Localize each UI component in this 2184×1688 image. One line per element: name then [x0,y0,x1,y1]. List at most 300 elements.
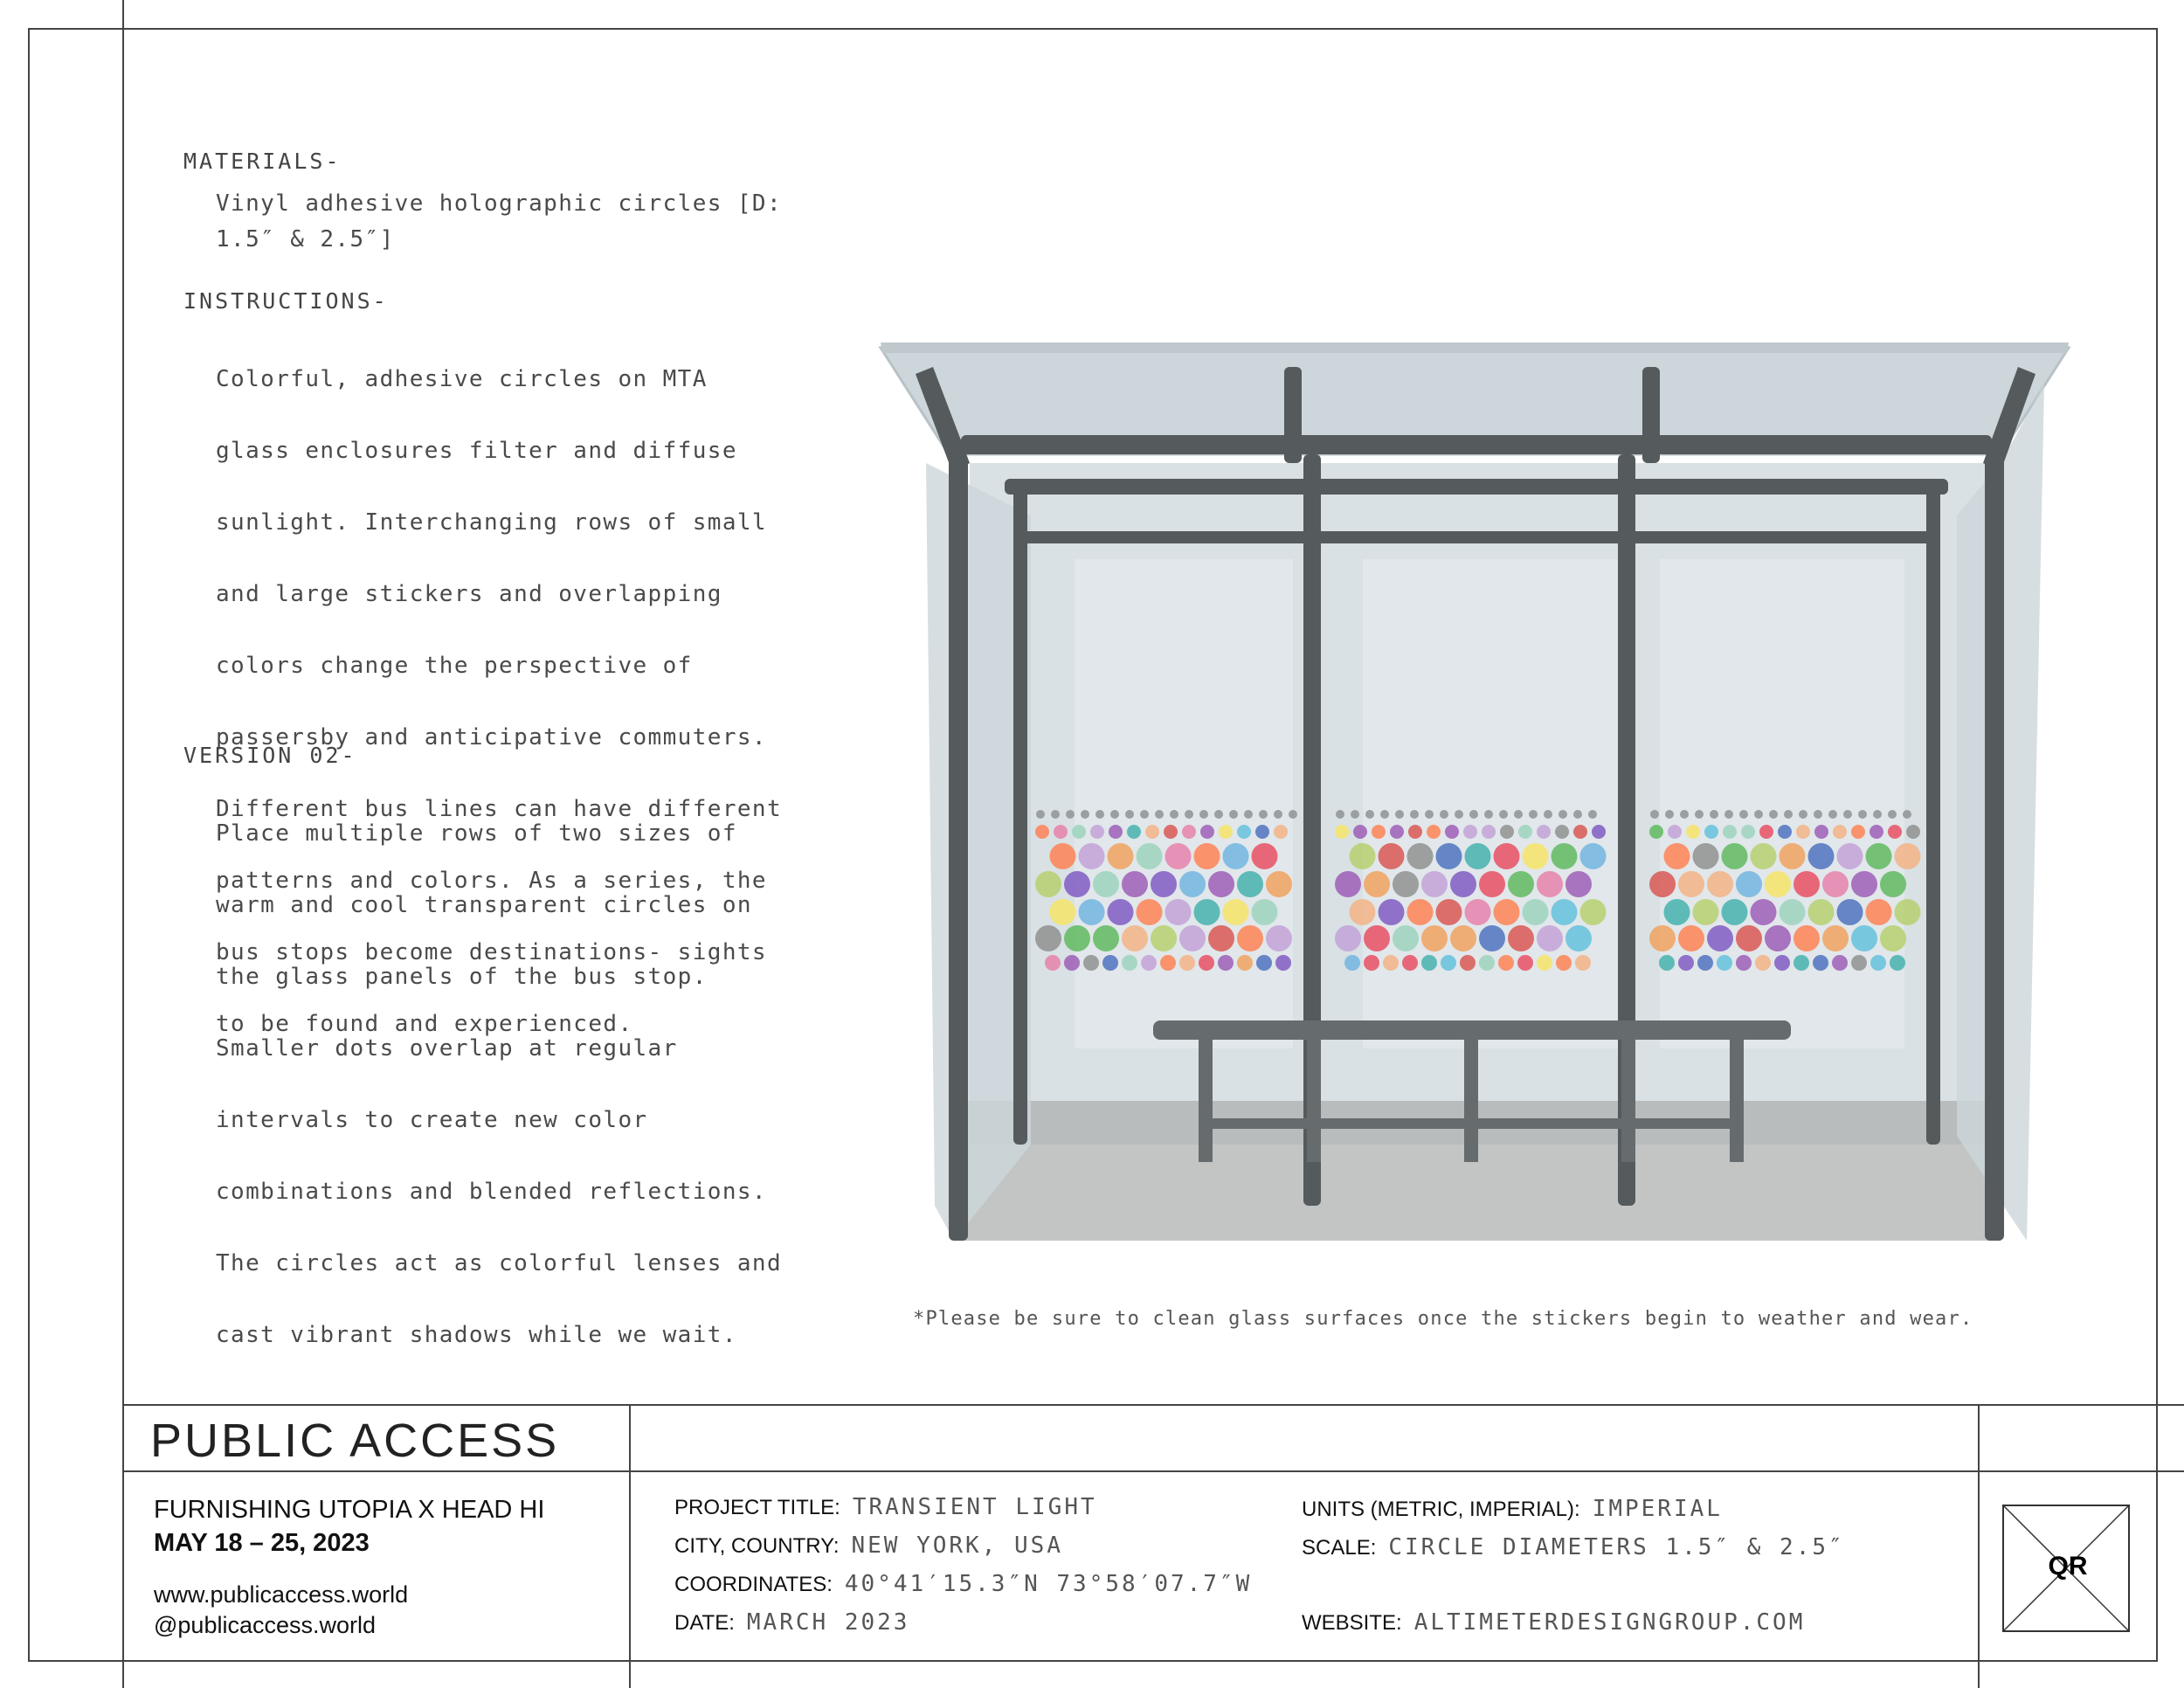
sticker-circle [1537,955,1552,971]
sticker-circle [1072,825,1086,839]
sticker-circle [1335,925,1361,951]
sticker-circle [1151,871,1177,897]
sticker-circle [1837,899,1863,925]
bench-leg [1199,1040,1213,1162]
dot-strip-circle [1365,810,1374,819]
city-value: NEW YORK, USA [851,1532,1063,1559]
sticker-circle [1498,955,1514,971]
units-label: UNITS (METRIC, IMPERIAL): [1302,1498,1580,1521]
sticker-circle [1678,871,1704,897]
sticker-circle [1208,871,1234,897]
sticker-circle [1736,871,1762,897]
dot-strip-circle [1903,810,1911,819]
dot-strip-circle [1244,810,1253,819]
sticker-circle [1722,843,1748,869]
sticker-circle [1508,925,1534,951]
sticker-circle [1465,899,1491,925]
bench-leg [1464,1040,1478,1162]
frame-top-bar [961,435,1992,454]
sticker-circle [1659,955,1675,971]
sticker-circle [1870,955,1886,971]
sticker-circle [1165,899,1192,925]
sticker-circle [1686,825,1700,839]
sticker-circle [1237,825,1251,839]
sticker-circle [1751,843,1777,869]
dot-strip-circle [1514,810,1523,819]
dot-strip-circle [1259,810,1268,819]
dot-strip-circle [1724,810,1733,819]
sticker-circle [1364,955,1379,971]
instructions-line: glass enclosures filter and diffuse [216,438,737,464]
sticker-circle [1122,871,1148,897]
sticker-circle [1237,925,1263,951]
sticker-circle [1822,871,1849,897]
sticker-circle [1866,899,1892,925]
sticker-circle [1252,843,1278,869]
date-field [674,1609,909,1636]
sticker-circle [1219,825,1233,839]
sticker-circle [1035,825,1049,839]
glass-highlight [1075,559,1293,1048]
dot-strip-circle [1559,810,1567,819]
sticker-circle [1064,955,1080,971]
sticker-circle [1122,925,1148,951]
materials-heading: MATERIALS- [183,149,342,174]
dot-strip-circle [1650,810,1659,819]
instructions-line: patterns and colors. As a series, the [216,868,767,894]
sticker-circle [1274,825,1288,839]
sticker-circle [1064,871,1090,897]
sticker-circle [1780,843,1806,869]
sticker-circle [1164,825,1178,839]
qr-label: QR [2048,1552,2088,1581]
sticker-circle [1421,925,1448,951]
coordinates-value: 40°41′15.3″N 73°58′07.7″W [844,1571,1253,1597]
scale-label: SCALE: [1302,1536,1377,1560]
sticker-circle [1796,825,1810,839]
sticker-circle [1109,825,1123,839]
sticker-circle [1649,925,1676,951]
sticker-circle [1194,899,1220,925]
sticker-circle [1465,843,1491,869]
sticker-circle [1837,843,1863,869]
dot-strip-circle [1214,810,1223,819]
instructions-line: and large stickers and overlapping [216,581,722,607]
sticker-circle [1664,843,1690,869]
sticker-circle [1393,925,1419,951]
sticker-circle [1064,925,1090,951]
dot-strip-circle [1469,810,1478,819]
dot-strip-circle [1665,810,1674,819]
sticker-circle [1344,955,1360,971]
version-section [183,743,847,1389]
sticker-circle [1822,925,1849,951]
materials-body: Vinyl adhesive holographic circles [D: 1.5″ & 2.5″] [216,190,783,253]
sticker-circle [1350,843,1376,869]
sticker-circle [1552,843,1578,869]
sticker-circle [1851,825,1865,839]
sticker-circle [1880,925,1906,951]
sticker-circle [1421,871,1448,897]
scale-field [1302,1534,1845,1560]
qr-code-placeholder[interactable] [2002,1505,2130,1632]
sticker-circle [1649,825,1663,839]
sticker-circle [1697,955,1713,971]
dot-strip-circle [1739,810,1748,819]
dot-strip-circle [1095,810,1104,819]
instructions-line: Colorful, adhesive circles on MTA [216,366,708,392]
sticker-circle [1552,899,1578,925]
sticker-circle [1895,899,1921,925]
date-value: MARCH 2023 [746,1609,910,1636]
sticker-circle [1436,843,1462,869]
sticker-circle [1668,825,1682,839]
glass-highlight [1363,559,1625,1048]
roof-bracket [1284,367,1302,463]
sticker-circle [1580,899,1607,925]
dot-strip-circle [1484,810,1493,819]
dot-strip-circle [1336,810,1344,819]
sticker-circle [1518,825,1532,839]
sticker-circle [1427,825,1441,839]
instructions-line: colors change the perspective of [216,653,693,679]
sticker-circle [1127,825,1141,839]
sticker-circle [1537,925,1563,951]
sticker-circle [1906,825,1920,839]
version-line: intervals to create new color [216,1107,648,1133]
sticker-circle [1523,899,1549,925]
coordinates-label: COORDINATES: [674,1573,833,1596]
version-heading: VERSION 02- [183,743,357,768]
sticker-circle [1237,955,1253,971]
units-field [1302,1496,1723,1522]
version-line: The circles act as colorful lenses and [216,1250,783,1276]
sticker-circle [1165,843,1192,869]
glass-highlight [1660,559,1904,1048]
sticker-circle [1194,843,1220,869]
dot-strip-circle [1229,810,1238,819]
sticker-circle [1137,899,1163,925]
sticker-circle [1054,825,1068,839]
sticker-circle [1364,871,1390,897]
sticker-circle [1200,825,1214,839]
roof-bracket [1642,367,1660,463]
sticker-circle [1592,825,1606,839]
sticker-circle [1794,925,1820,951]
sticker-circle [1523,843,1549,869]
sticker-circle [1255,825,1269,839]
units-value: IMPERIAL [1592,1496,1723,1522]
sticker-circle [1256,955,1272,971]
dot-strip-circle [1289,810,1297,819]
sticker-circle [1102,955,1118,971]
dot-strip-circle [1351,810,1359,819]
sticker-circle [1704,825,1718,839]
bus-shelter-illustration [874,332,2079,1276]
sticker-circle [1808,843,1835,869]
bench-leg [1307,1040,1321,1162]
frame-post-right [1985,454,2004,1241]
sticker-circle [1851,871,1877,897]
sticker-circle [1575,955,1591,971]
instructions-line: Different bus lines can have different [216,796,783,822]
sticker-circle [1266,925,1292,951]
sticker-circle [1565,925,1592,951]
dot-strip-circle [1695,810,1704,819]
dot-strip-circle [1588,810,1597,819]
sticker-circle [1335,825,1349,839]
sticker-circle [1774,955,1790,971]
titleblock-mid [122,1470,2184,1472]
dot-strip-circle [1828,810,1837,819]
sticker-circle [1556,955,1572,971]
titleblock-div2 [1978,1404,1980,1688]
sticker-circle [1050,843,1076,869]
sticker-circle [1372,825,1386,839]
sticker-circle [1751,899,1777,925]
sticker-circle [1408,825,1422,839]
scale-value: CIRCLE DIAMETERS 1.5″ & 2.5″ [1388,1534,1845,1560]
sticker-circle [1866,843,1892,869]
sticker-circle [1765,925,1791,951]
sticker-circle [1833,825,1847,839]
dot-strip-circle [1395,810,1404,819]
titleblock-div1 [629,1404,631,1688]
sticker-circle [1141,955,1157,971]
sticker-circle [1252,899,1278,925]
instructions-line: bus stops become destinations- sights [216,939,767,965]
dot-strip-circle [1680,810,1689,819]
sticker-circle [1407,899,1434,925]
sticker-circle [1223,843,1249,869]
frame-header-bar [1005,479,1948,495]
sticker-circle [1759,825,1773,839]
sticker-circle [1151,925,1177,951]
sticker-circle [1736,955,1752,971]
sticker-circle [1179,871,1206,897]
instructions-line: to be found and experienced. [216,1011,633,1037]
dot-strip-circle [1410,810,1419,819]
dot-strip-circle [1140,810,1149,819]
sticker-circle [1350,899,1376,925]
dot-strip-circle [1185,810,1193,819]
dot-strip-circle [1051,810,1060,819]
project-title-value: TRANSIENT LIGHT [852,1494,1097,1520]
sticker-circle [1445,825,1459,839]
dot-strip-circle [1125,810,1134,819]
sticker-circle [1179,955,1195,971]
sticker-circle [1508,871,1534,897]
sticker-circle [1160,955,1176,971]
instructions-heading: INSTRUCTIONS- [183,288,389,314]
sticker-circle [1649,871,1676,897]
sticker-circle [1722,899,1748,925]
dot-strip-circle [1784,810,1793,819]
dot-strip-circle [1036,810,1045,819]
sticker-circle [1494,843,1520,869]
dot-strip-circle [1710,810,1718,819]
sticker-circle [1208,925,1234,951]
sticker-circle [1494,899,1520,925]
sticker-circle [1755,955,1771,971]
sticker-circle [1479,925,1505,951]
sticker-circle [1517,955,1533,971]
dot-strip-circle [1425,810,1434,819]
materials-section [183,149,847,258]
sticker-circle [1814,825,1828,839]
sticker-circle [1717,955,1732,971]
dot-strip-circle [1529,810,1538,819]
site-value: ALTIMETERDESIGNGROUP.COM [1413,1609,1806,1636]
site-label: WEBSITE: [1302,1611,1402,1635]
event-handle: @publicaccess.world [154,1612,377,1638]
sticker-circle [1079,899,1105,925]
sticker-circle [1741,825,1755,839]
sticker-circle [1736,925,1762,951]
bench-leg [1621,1040,1635,1162]
dot-strip-circle [1110,810,1119,819]
sticker-circle [1693,899,1719,925]
shelter-roof-edge [881,342,2069,353]
frame-header-lower [1022,531,1939,543]
dot-strip-circle [1274,810,1282,819]
sticker-circle [1223,899,1249,925]
city-field [674,1532,1063,1559]
sticker-circle [1565,871,1592,897]
sticker-circle [1383,955,1399,971]
sticker-circle [1083,955,1099,971]
maintenance-note: *Please be sure to clean glass surfaces once the stickers begin to weather and wear. [913,1308,1973,1330]
sticker-circle [1050,899,1076,925]
project-title-label: PROJECT TITLE: [674,1496,840,1519]
sticker-circle [1199,955,1214,971]
version-line: Place multiple rows of two sizes of [216,820,737,847]
sticker-circle [1479,871,1505,897]
sticker-circle [1237,871,1263,897]
sticker-circle [1851,955,1867,971]
brand-logo: PUBLIC ACCESS [150,1415,560,1467]
sticker-circle [1402,955,1418,971]
version-line: combinations and blended reflections. [216,1179,767,1205]
version-line: the glass panels of the bus stop. [216,964,708,990]
sticker-circle [1537,825,1551,839]
sticker-circle [1364,925,1390,951]
event-website: www.publicaccess.world [154,1581,409,1608]
dot-strip-circle [1440,810,1448,819]
dot-strip-circle [1499,810,1508,819]
dot-strip-circle [1170,810,1178,819]
sticker-circle [1090,825,1104,839]
sticker-circle [1182,825,1196,839]
sticker-circle [1436,899,1462,925]
dot-strip-circle [1858,810,1867,819]
sticker-circle [1179,925,1206,951]
dot-strip-circle [1155,810,1164,819]
dot-strip-circle [1814,810,1822,819]
sticker-circle [1450,925,1476,951]
dot-strip-circle [1544,810,1552,819]
instructions-line: passersby and anticipative commuters. [216,724,767,751]
sticker-circle [1122,955,1137,971]
dot-strip-circle [1754,810,1763,819]
sticker-circle [1379,899,1405,925]
sticker-circle [1093,925,1119,951]
version-body [216,780,847,1389]
sticker-circle [1890,955,1905,971]
sticker-circle [1335,871,1361,897]
sticker-circle [1463,825,1477,839]
frame-bottom [28,1660,2158,1662]
sticker-circle [1353,825,1367,839]
sticker-circle [1450,871,1476,897]
bench-rail [1199,1118,1744,1129]
event-date: MAY 18 – 25, 2023 [154,1529,370,1557]
sticker-circle [1808,899,1835,925]
dot-strip-circle [1799,810,1807,819]
sticker-circle [1045,955,1061,971]
sticker-circle [1813,955,1828,971]
dot-strip-circle [1573,810,1582,819]
sticker-circle [1460,955,1476,971]
dot-strip-circle [1843,810,1852,819]
sticker-circle [1794,871,1820,897]
sticker-circle [1079,843,1105,869]
dot-strip-circle [1873,810,1882,819]
sticker-circle [1537,871,1563,897]
sticker-circle [1108,899,1134,925]
sticker-circle [1580,843,1607,869]
frame-right [2156,28,2158,1662]
dot-strip-circle [1455,810,1463,819]
sticker-circle [1479,955,1495,971]
city-label: CITY, COUNTRY: [674,1534,840,1558]
frame-left-inner [122,0,124,1688]
sticker-circle [1275,955,1291,971]
sticker-circle [1780,899,1806,925]
sticker-circle [1880,871,1906,897]
sticker-circle [1723,825,1737,839]
version-line: warm and cool transparent circles on [216,892,752,918]
event-name: FURNISHING UTOPIA X HEAD HI [154,1496,545,1524]
dot-strip-circle [1066,810,1075,819]
sticker-circle [1393,871,1419,897]
bench-leg [1730,1040,1744,1162]
sticker-circle [1266,871,1292,897]
sticker-circle [1407,843,1434,869]
sticker-circle [1500,825,1514,839]
sticker-circle [1707,871,1733,897]
dot-strip-circle [1769,810,1778,819]
sticker-circle [1137,843,1163,869]
sticker-circle [1482,825,1496,839]
sticker-circle [1441,955,1456,971]
sticker-circle [1035,871,1061,897]
frame-top [28,28,2158,30]
sticker-circle [1794,955,1809,971]
frame-post-inner-left [1013,481,1027,1145]
project-title-field [674,1494,1097,1520]
sticker-circle [1832,955,1848,971]
dot-strip-circle [1199,810,1208,819]
sticker-circle [1778,825,1792,839]
sticker-circle [1555,825,1569,839]
sticker-circle [1035,925,1061,951]
frame-post-left [949,454,968,1241]
sticker-circle [1678,925,1704,951]
coordinates-field [674,1571,1252,1597]
sticker-circle [1870,825,1883,839]
titleblock-top [122,1404,2184,1406]
